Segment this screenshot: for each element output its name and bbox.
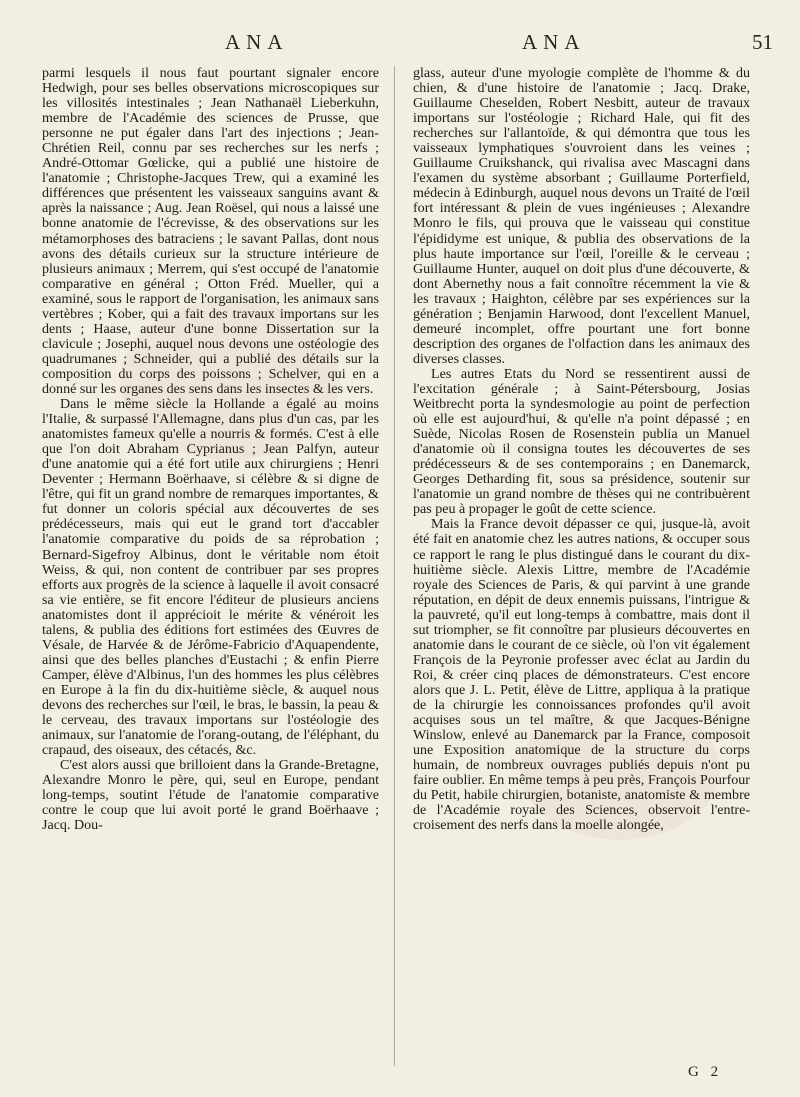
running-head-left: ANA [225,30,289,54]
running-head-right: ANA [522,30,586,54]
paragraph: C'est alors aussi que brilloient dans la Grande-Bretagne, Alexandre Monro le père, qui, seul en Europe, pendant long-temps, soutint l'étude de l'anatomie comparative contre le coup que lui avoit porté le grand Boërhaave ; Jacq. Dou- [42,757,379,834]
signature-mark: G 2 [688,1064,723,1080]
paragraph: Les autres Etats du Nord se ressentirent aussi de l'excitation générale ; à Saint-Pétersbourg, Josias Weitbrecht porta la syndesmologie au point de perfection où elle est aujourd'hui, & qu'elle n'a point dépassé ; en Suède, Nicolas Rosen de Rosenstein publia un Manuel d'anatomie où il consigna toutes les découvertes de ses prédécesseurs & de ses contemporains ; en Danemarck, Georges Detharding fit, sous sa présidence, soutenir sur l'anatomie un grand nombre de thèses qui ne contribuèrent pas peu à propager le goût de cette science. [413,365,750,518]
paragraph: glass, auteur d'une myologie complète de l'homme & du chien, & d'une histoire de l'anatomie ; Jacq. Drake, Guillaume Cheselden, Robert Nesbitt, auteur de travaux importans sur l'ostéologie ; Richard Hale, qui fit des recherches sur l'allantoïde, & qui démontra que tous les vaisseaux lymphatiques s'ouvroient dans les veines ; Guillaume Cruikshanck, qui rivalisa avec Mascagni dans l'examen du système absorbant ; Guillaume Porterfield, médecin à Edinburgh, auquel nous devons un Traité de l'œil fort intéressant & plein de vues ingénieuses ; Alexandre Monro le fils, qui prouva que le vaisseau qui constitue l'épididyme est unique, & publia des observations de la plus haute importance sur l'œil, l'oreille & le cerveau ; Guillaume Hunter, auquel on doit plus d'une découverte, & dont Abernethy nous a fait connoître récemment la vie & les travaux ; Haighton, célèbre par ses expériences sur la génération ; Benjamin Harwood, dont l'excellent Manuel, demeuré incomplet, offre pourtant une fort bonne description des organes de l'olfaction dans les animaux des diverses classes. [413,65,750,367]
page-number: 51 [752,30,773,54]
paragraph: Mais la France devoit dépasser ce qui, jusque-là, avoit été fait en anatomie chez les autres nations, & occuper sous ce rapport le rang le plus distingué dans le courant du dix-huitième siècle. Alexis Littre, membre de l'Académie royale des Sciences de Paris, & qui parvint à une grande réputation, en dépit de deux ennemis puissans, l'intrigue & la pauvreté, qu'il eut long-temps à combattre, mais dont il sut triompher, se fit connoître par plusieurs découvertes en anatomie dans le courant de ce siècle, où l'on vit également François de la Peyronie professer avec éclat au Jardin du Roi, & créer cinq places de démonstrateurs. C'est encore alors que J. L. Petit, élève de Littre, appliqua à la pratique de la chirurgie les connoissances profondes qu'il avoit acquises sous un tel maître, & que Jacques-Bénigne Winslow, enlevé au Danemarck par la France, composoit une Exposition anatomique de la structure du corps humain, de nombreux ouvrages publiés depuis n'ont pu faire oublier. En même temps à peu près, François Pourfour du Petit, habile chirurgien, botaniste, anatomiste & membre de l'Académie royale des Sciences, observoit l'entre-croisement des nerfs dans la moelle alongée, [413,516,750,834]
paragraph: Dans le même siècle la Hollande a égalé au moins l'Italie, & surpassé l'Allemagne, dans plus d'un cas, par les anatomistes fameux qu'elle a nourris & formés. C'est à elle que l'on doit Abraham Cyprianus ; Jean Palfyn, auteur d'une anatomie qui a été fort utile aux chirurgiens ; Henri Deventer ; Hermann Boërhaave, si célèbre & si digne de l'être, qui fit un grand nombre de remarques importantes, & fut donner un coloris spécial aux découvertes de ses prédécesseurs, mais qui eut le grand tort d'accabler l'anatomie comparative du poids de sa réprobation ; Bernard-Sigefroy Albinus, dont le véritable nom étoit Weiss, & qui, non content de contribuer par ses propres efforts aux progrès de la science à laquelle il avoit consacré sa vie entière, se fit encore l'éditeur de plusieurs anciens anatomistes dont il apprécioit le mérite & vénéroit les talens, & publia des éditions fort estimées des Œuvres de Vésale, de Harvée & de Jérôme-Fabricio d'Aquapendente, ainsi que des belles planches d'Eustachi ; & enfin Pierre Camper, élève d'Albinus, l'un des hommes les plus célèbres en Europe à la fin du dix-huitième siècle, & auquel nous devons des recherches sur l'œil, le bras, le bassin, la peau & le cerveau, des travaux importans sur l'ostéologie des animaux, sur l'anatomie de l'orang-outang, de l'éléphant, du crapaud, des oiseaux, des cétacés, &c. [42,396,379,759]
paragraph: parmi lesquels il nous faut pourtant signaler encore Hedwigh, pour ses belles observations microscopiques sur les villosités intestinales ; Jean Nathanaël Lieberkuhn, membre de l'Académie des sciences de Prusse, que personne ne put égaler dans l'art des injections ; Jean-Chrétien Reil, connu par ses recherches sur les nerfs ; André-Ottomar Gœlicke, qui a publié une histoire de l'anatomie ; Christophe-Jacques Trew, qui a examiné les différences que présentent les vaisseaux sanguins avant & après la naissance ; Aug. Jean Roësel, qui nous a laissé une bonne anatomie de l'écrevisse, & des observations sur les métamorphoses des batraciens ; le savant Pallas, dont nous avons des détails curieux sur la structure intérieure de plusieurs animaux ; Merrem, qui s'est occupé de l'anatomie comparative en général ; Otton Fréd. Mueller, qui a examiné, sous le rapport de l'organisation, les animaux sans vertèbres ; Kober, qui a fait des travaux importans sur les dents ; Haase, auteur d'une bonne Dissertation sur la clavicule ; Josephi, auquel nous devons une ostéologie des quadrumanes ; Schneider, qui a publié des détails sur la composition du corps des poissons ; Schelver, qui en a donné sur les organes des sens dans les insectes & les vers. [42,65,379,397]
left-column [42,66,379,833]
column-divider [394,66,395,1066]
right-column [413,66,750,833]
